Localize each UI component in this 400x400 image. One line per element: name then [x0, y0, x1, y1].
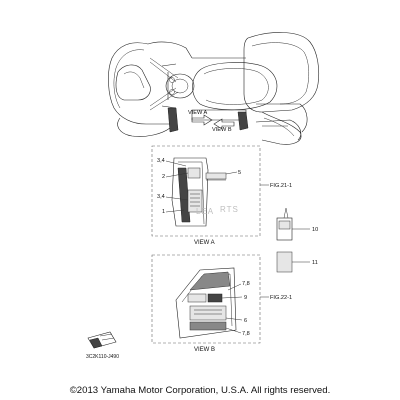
callout-b-78-bot: 7,8 — [242, 331, 250, 337]
view-a-title: VIEW A — [194, 240, 215, 246]
callout-a-2: 2 — [162, 174, 166, 180]
callout-r-11: 11 — [312, 260, 318, 266]
label-78-decal — [188, 294, 206, 302]
callout-a-34-mid: 3,4 — [157, 194, 165, 200]
callout-a-5: 5 — [238, 170, 242, 176]
view-b-fender — [176, 268, 236, 338]
label-2-decal — [188, 168, 200, 178]
callout-b-6: 6 — [244, 318, 248, 324]
copyright-notice: ©2013 Yamaha Motor Corporation, U.S.A. All rights reserved. — [69, 385, 331, 396]
view-a-top-label: VIEW A — [188, 110, 208, 116]
callout-b-9: 9 — [244, 295, 248, 301]
svg-text:RTS: RTS — [220, 205, 239, 214]
callout-r-10: 10 — [312, 227, 319, 233]
view-b-top-label: VIEW B — [212, 127, 232, 133]
callout-b-fig: FIG.22-1 — [270, 295, 293, 301]
label-6-decal — [190, 306, 226, 320]
callout-b-78-top: 7,8 — [242, 281, 250, 287]
callout-a-34-top: 3,4 — [157, 158, 165, 164]
view-b-title: VIEW B — [194, 347, 216, 353]
callout-a-1: 1 — [162, 209, 166, 215]
part-code: 3C2K110-J490 — [86, 354, 119, 360]
label-9-decal — [208, 294, 222, 302]
callout-a-fig: FIG.21-1 — [270, 183, 293, 189]
label-11-tag — [277, 252, 292, 272]
label-5-decal — [206, 173, 226, 179]
view-a-fender — [172, 158, 242, 226]
notebook-icon — [88, 332, 116, 348]
svg-text:LEA: LEA — [196, 207, 215, 216]
label-10-tag — [277, 208, 292, 240]
